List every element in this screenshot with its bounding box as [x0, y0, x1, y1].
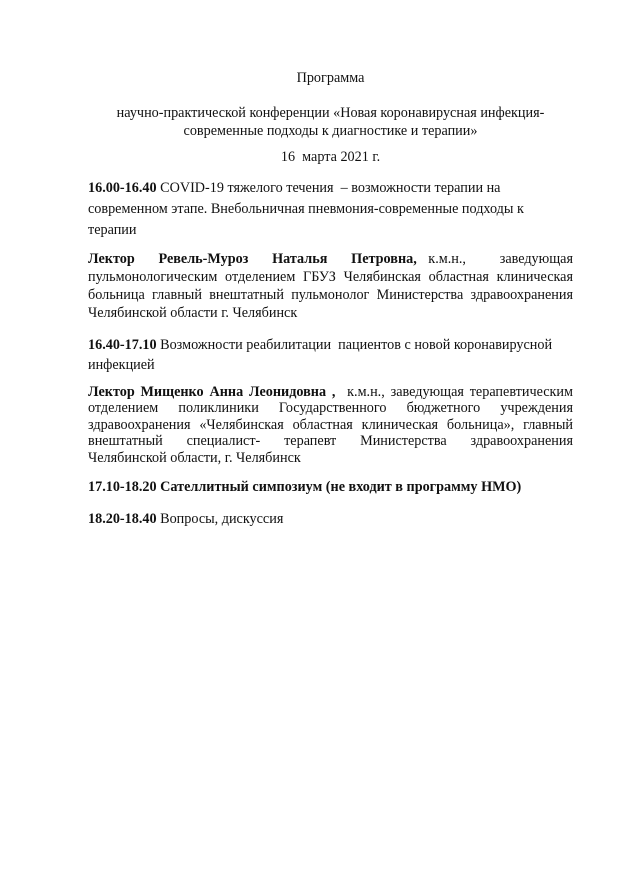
program-item-4 [88, 511, 573, 528]
lecturer-name: Лектор Ревель-Муроз Наталья Петровна, [88, 251, 417, 267]
conference-date: 16 марта 2021 г. [280, 149, 381, 165]
subtitle-line: современные подходы к диагностике и терапии» [183, 123, 478, 139]
program-item-1 [88, 178, 573, 241]
item-time: 16.00-16.40 [88, 180, 157, 196]
item-text: современном этапе. Внебольничная пневмония-современные подходы к [88, 201, 524, 217]
lecturer-name: Лектор Мищенко Анна Леонидовна , [88, 384, 336, 400]
item-text: инфекцией [88, 357, 155, 373]
lecturer-info: пульмонологическим отделением ГБУЗ Челябинская областная клиническая [88, 269, 573, 285]
lecturer-info: Челябинской области г. Челябинск [88, 305, 298, 321]
program-item-2 [88, 335, 573, 375]
lecturer-2 [88, 384, 573, 466]
subtitle-line: научно-практической конференции «Новая коронавирусная инфекция- [116, 105, 545, 121]
lecturer-info: к.м.н., заведующая терапевтическим [347, 384, 574, 400]
item-text: Вопросы, дискуссия [156, 511, 284, 527]
lecturer-info: Челябинской области, г. Челябинск [88, 449, 301, 466]
item-time: 17.10-18.20 [88, 479, 157, 495]
conference-subtitle [88, 104, 573, 140]
lecturer-info: отделением поликлиники Государственного бюджетного учреждения [88, 400, 573, 417]
item-time: 16.40-17.10 [88, 337, 157, 353]
lecturer-info: больница главный внештатный пульмонолог Министерства здравоохранения [88, 287, 573, 303]
lecturer-1 [88, 250, 573, 322]
doc-title: Программа [296, 70, 365, 86]
item-text: Сателлитный симпозиум (не входит в программу НМО) [156, 479, 522, 495]
lecturer-info: внештатный специалист- терапевт Министерства здравоохранения [88, 433, 573, 450]
lecturer-info: здравоохранения «Челябинская областная клиническая больница», главный [88, 416, 573, 433]
item-text: терапии [88, 222, 137, 238]
program-item-3 [88, 479, 573, 496]
item-time: 18.20-18.40 [88, 511, 157, 527]
item-text: Возможности реабилитации пациентов с новой коронавирусной [156, 337, 553, 353]
item-text: COVID-19 тяжелого течения – возможности терапии на [156, 180, 501, 196]
lecturer-info: к.м.н., заведующая [428, 251, 573, 267]
